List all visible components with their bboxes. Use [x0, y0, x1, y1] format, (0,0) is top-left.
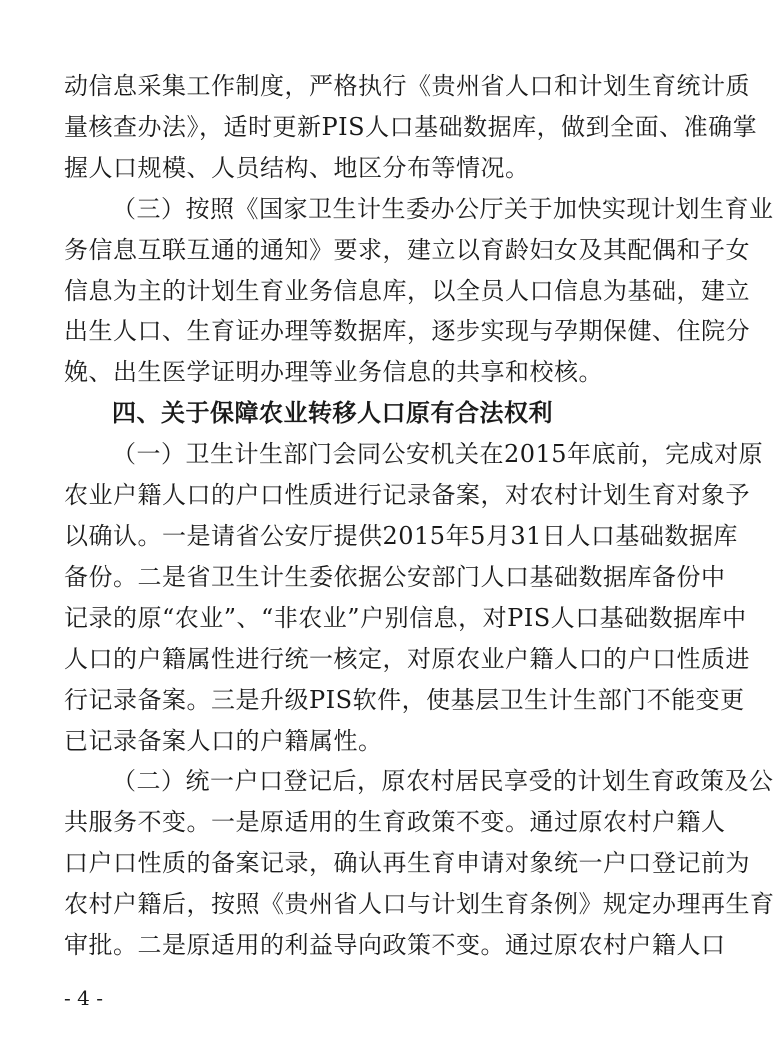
body-text-line: 农业户籍人口的户口性质进行记录备案，对农村计划生育对象予: [64, 481, 750, 509]
body-text-line: 人口的户籍属性进行统一核定，对原农业户籍人口的户口性质进: [64, 645, 750, 673]
body-text-line: 备份。二是省卫生计生委依据公安部门人口基础数据库备份中: [64, 563, 726, 591]
body-text-line: 出生人口、生育证办理等数据库，逐步实现与孕期保健、住院分: [64, 317, 750, 345]
page-number: - 4 -: [64, 986, 103, 1010]
body-text-line: 口户口性质的备案记录，确认再生育申请对象统一户口登记前为: [64, 849, 750, 877]
body-text-line: （一）卫生计生部门会同公安机关在2015年底前，完成对原: [112, 440, 764, 468]
body-text-line: 已记录备案人口的户籍属性。: [64, 727, 383, 755]
body-text-line: 农村户籍后，按照《贵州省人口与计划生育条例》规定办理再生育: [64, 890, 775, 918]
body-text-line: 共服务不变。一是原适用的生育政策不变。通过原农村户籍人: [64, 808, 726, 836]
body-text-line: 行记录备案。三是升级PIS软件，使基层卫生计生部门不能变更: [64, 686, 745, 714]
body-text-line: （二）统一户口登记后，原农村居民享受的计划生育政策及公: [112, 767, 774, 795]
body-text-line: 审批。二是原适用的利益导向政策不变。通过原农村户籍人口: [64, 931, 726, 959]
body-text-line: （三）按照《国家卫生计生委办公厅关于加快实现计划生育业: [112, 195, 774, 223]
body-text-line: 记录的原“农业”、“非农业”户别信息，对PIS人口基础数据库中: [64, 604, 747, 632]
body-text-line: 务信息互联互通的通知》要求，建立以育龄妇女及其配偶和子女: [64, 236, 750, 264]
body-text-line: 动信息采集工作制度，严格执行《贵州省人口和计划生育统计质: [64, 72, 750, 100]
body-text-line: 以确认。一是请省公安厅提供2015年5月31日人口基础数据库: [64, 522, 738, 550]
body-text-line: 握人口规模、人员结构、地区分布等情况。: [64, 154, 530, 182]
body-text-line: 量核查办法》，适时更新PIS人口基础数据库，做到全面、准确掌: [64, 113, 758, 141]
section-heading: 四、关于保障农业转移人口原有合法权利: [112, 399, 553, 427]
body-text-line: 娩、出生医学证明办理等业务信息的共享和校核。: [64, 358, 603, 386]
body-text-line: 信息为主的计划生育业务信息库，以全员人口信息为基础，建立: [64, 277, 750, 305]
